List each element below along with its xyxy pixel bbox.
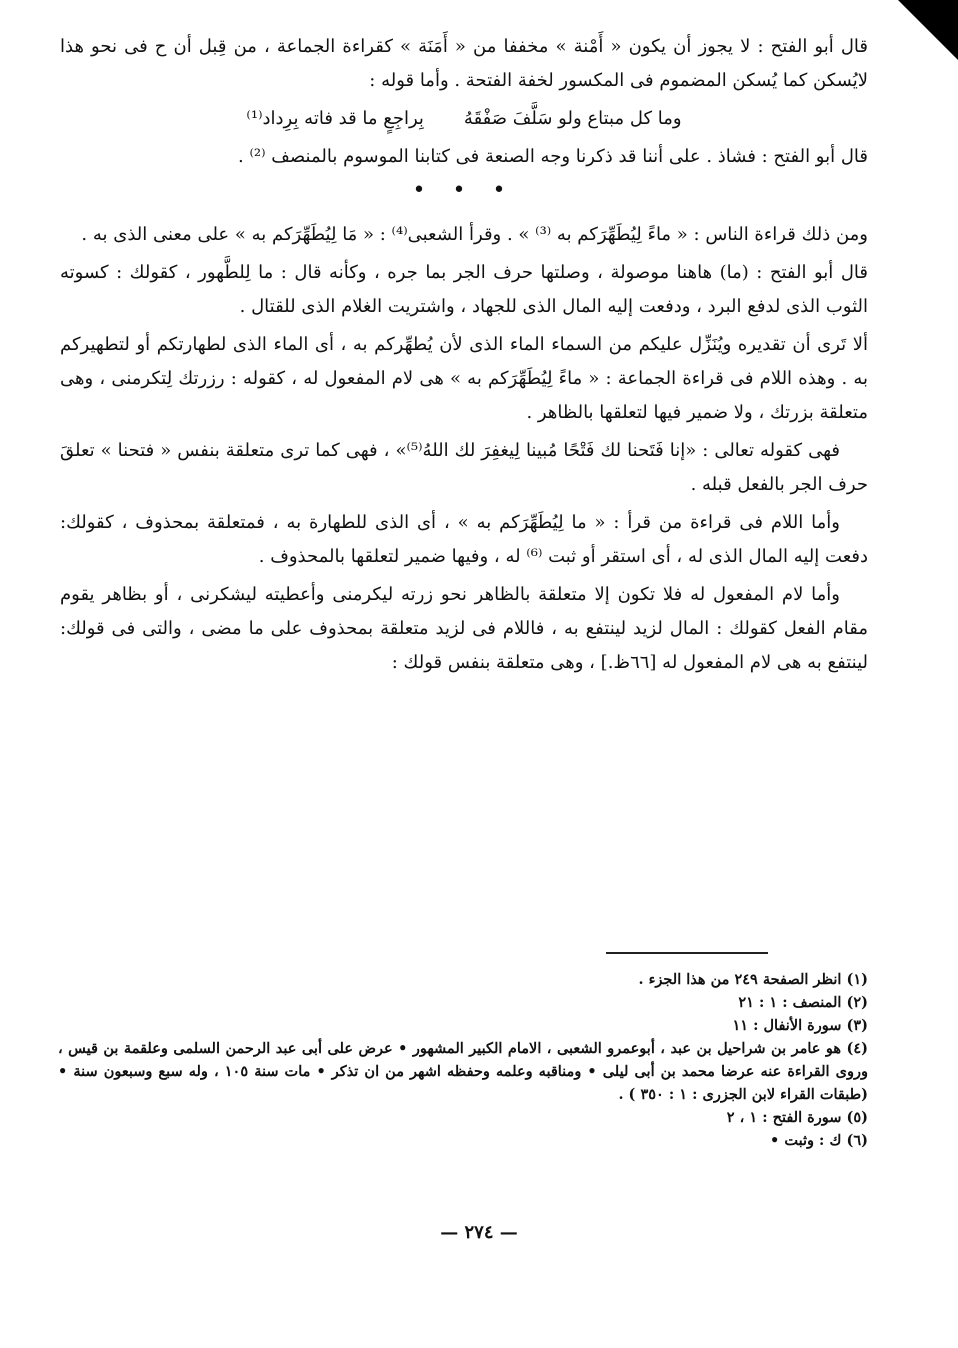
paragraph-3: ومن ذلك قراءة الناس : « ماءً لِيُطَهِّرَكم به ⁽³⁾ » . وقرأ الشعبى⁽⁴⁾ : « مَا لِيُطَهِّرَكم به » على معنى الذى به .	[81, 224, 868, 245]
page-number: — ٢٧٤ —	[440, 1222, 518, 1243]
verse-first-hemistich: وما كل مبتاع ولو سَلَّفَ صَفْقَهُ	[463, 108, 682, 129]
footnote-divider	[606, 952, 768, 954]
verse-second-hemistich: بِراجِعٍ ما قد فاته بِرِداد⁽¹⁾	[246, 108, 424, 129]
footnote-4: (٤) هو عامر بن شراحيل بن عبد ، أبوعمرو الشعبى ، الامام الكبير المشهور • عرض على أبى عبد الرحمن السلمى وعلقمة بن قيس ، وروى القراءة عنه عرضا محمد بن أبى ليلى • ومناقبه وعلمه وحفظه اشهر من ان تذكر • مات سنة ١٠٥ ، وله سبع وسبعون سنة • (طبقات القراء لابن الجزرى : ١ : ٣٥٠ ) .	[58, 1040, 868, 1103]
footnote-2: (٢) المنصف : ١ : ٢١	[738, 994, 868, 1011]
scan-corner-mark	[898, 0, 958, 60]
main-text	[60, 30, 868, 684]
footnote-3: (٣) سورة الأنفال : ١١	[732, 1017, 868, 1034]
section-separator: • • •	[412, 178, 516, 203]
paragraph-6: فهى كقوله تعالى : «إنا فَتَحنا لك فَتْحًا مُبينا لِيغفِرَ لك اللهُ⁽⁵⁾» ، فهى كما ترى متعلقة بنفس « فتحنا » تعلقَ حرف الجر بالفعل قبله .	[60, 440, 868, 495]
verse	[60, 102, 868, 136]
paragraph-1: قال أبو الفتح : لا يجوز أن يكون « أَمْنة » مخففا من « أَمَنَة » كقراءة الجماعة ، من قِبل أن ح فى نحو هذا لايُسكن كما يُسكن المضموم فى المكسور لخفة الفتحة . وأما قوله :	[60, 36, 868, 91]
paragraph-7: وأما اللام فى قراءة من قرأ : « ما لِيُطَهِّرَكم به » ، أى الذى للطهارة به ، فمتعلقة بمحذوف ، كقولك: دفعت إليه المال الذى له ، أى استقر أو ثبت ⁽⁶⁾ له ، وفيها ضمير لتعلقها بالمحذوف .	[60, 512, 868, 567]
paragraph-5: ألا تَرى أن تقديره ويُنَزِّل عليكم من السماء الماء الذى لأن يُطهِّركم به ، أى الماء الذى لطهارتكم أو لتطهيركم به . وهذه اللام فى قراءة الجماعة : « ماءً لِيُطَهِّرَكم به » هى لام المفعول له ، كقوله : رزرتك لِتكرمنى ، وهى متعلقة بزرتك ، ولا ضمير فيها لتعلقها بالظاهر .	[60, 334, 868, 423]
paragraph-8: وأما لام المفعول له فلا تكون إلا متعلقة بالظاهر نحو زرته ليكرمنى وأعطيته ليشكرنى ، أو بظاهر يقوم مقام الفعل كقولك : المال لزيد لينتفع به ، فاللام فى لزيد متعلقة بمحذوف على ما مضى ، والتى فى قولك: لينتفع به هى لام المفعول له [٦٦ظ.] ، وهى متعلقة بنفس قولك :	[60, 584, 868, 673]
footnote-6: (٦) ك : وثبت •	[770, 1132, 868, 1149]
paragraph-2: قال أبو الفتح : فشاذ . على أننا قد ذكرنا وجه الصنعة فى كتابنا الموسوم بالمنصف ⁽²⁾ .	[238, 146, 868, 167]
footnote-5: (٥) سورة الفتح : ١ ، ٢	[726, 1109, 868, 1126]
footnotes	[58, 968, 868, 1152]
footnote-1: (١) انظر الصفحة ٢٤٩ من هذا الجزء .	[638, 971, 868, 988]
paragraph-4: قال أبو الفتح : (ما) هاهنا موصولة ، وصلتها حرف الجر بما جره ، وكأنه قال : ما لِلطَّهور ، كقولك : كسوته الثوب الذى لدفع البرد ، ودفعت إليه المال الذى للجهاد ، واشتريت الغلام الذى للقتال .	[60, 262, 868, 317]
